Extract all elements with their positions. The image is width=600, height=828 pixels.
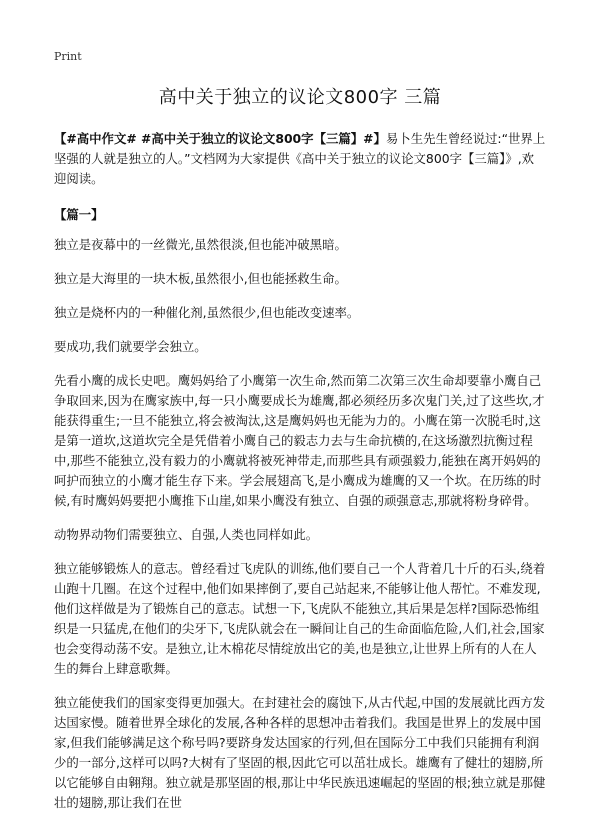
paragraph-1: 独立是夜幕中的一丝微光,虽然很淡,但也能冲破黑暗。 — [54, 237, 347, 252]
intro-tags: 【#高中作文# #高中关于独立的议论文800字【三篇】#】 — [54, 131, 386, 146]
paragraph-5: 先看小鹰的成长史吧。鹰妈妈给了小鹰第一次生命,然而第二次第三次生命却要靠小鹰自己争取回来,因为在鹰家族中,每一只小鹰要成长为雄鹰,都必须经历多次鬼门关,过了这些坎,才能获得重生;一旦不能独立,将会被淘汰,这是鹰妈妈也无能为力的。小鹰在第一次脱毛时,这是第一道坎,这道坎完全是凭借着小鹰自己的毅志力去与生命抗横的,在这场激烈抗衡过程中,那些不能独立,没有毅力的小鹰就将被死神带走,而那些具有顽强毅力,能独在离开妈妈的呵护而独立的小鹰才能生存下来。学会展翅高飞,是小鹰成为雄鹰的又一个坎。在历练的时候,有时鹰妈妈要把小鹰推下山崖,如果小鹰没有独立、自强的顽强意志,那就将粉身碎骨。 — [54, 373, 545, 508]
section-heading: 【篇一】 — [54, 207, 104, 222]
intro-paragraph — [54, 129, 546, 189]
intro-text: 易卜生先生曾经说过:“世界上坚强的人就是独立的人。”文档网为大家提供《高中关于独立的议论文800字【三篇】》,欢迎阅读。 — [54, 131, 546, 186]
paragraph-3: 独立是烧杯内的一种催化剂,虽然很少,但也能改变速率。 — [54, 305, 360, 320]
paragraph-4: 要成功,我们就要学会独立。 — [54, 339, 207, 354]
page-title: 高中关于独立的议论文800字 三篇 — [158, 87, 442, 108]
paragraph-6: 动物界动物们需要独立、自强,人类也同样如此。 — [54, 527, 319, 542]
paragraph-7: 独立能够锻炼人的意志。曾经看过飞虎队的训练,他们要自己一个人背着几十斤的石头,绕着山跑十几圈。在这个过程中,他们如果摔倒了,要自己站起来,不能够让他人帮忙。不难发现,他们这样做是为了锻炼自己的意志。试想一下,飞虎队不能独立,其后果是怎样?国际恐怖组织是一只猛虎,在他们的尖牙下,飞虎队就会在一瞬间让自己的生命面临危险,人们,社会,国家也会变得动荡不安。是独立,让木棉花尽情绽放出它的美,也是独立,让世界上所有的人在人生的舞台上肆意歌舞。 — [54, 561, 546, 676]
paragraph-8: 独立能使我们的国家变得更加强大。在封建社会的腐蚀下,从古代起,中国的发展就比西方发达国家慢。随着世界全球化的发展,各种各样的思想冲击着我们。我国是世界上的发展中国家,但我们能够满足这个称号吗?要跻身发达国家的行列,但在国际分工中我们只能拥有利润少的一部分,这样可以吗?大树有了坚固的根,因此它可以茁壮成长。雄鹰有了健壮的翅膀,所以它能够自由翱翔。独立就是那坚固的根,那让中华民族迅速崛起的坚固的根;独立就是那健壮的翅膀,那让我们在世 — [54, 695, 546, 810]
print-label: Print — [54, 50, 82, 63]
paragraph-2: 独立是大海里的一块木板,虽然很小,但也能拯救生命。 — [54, 271, 347, 286]
